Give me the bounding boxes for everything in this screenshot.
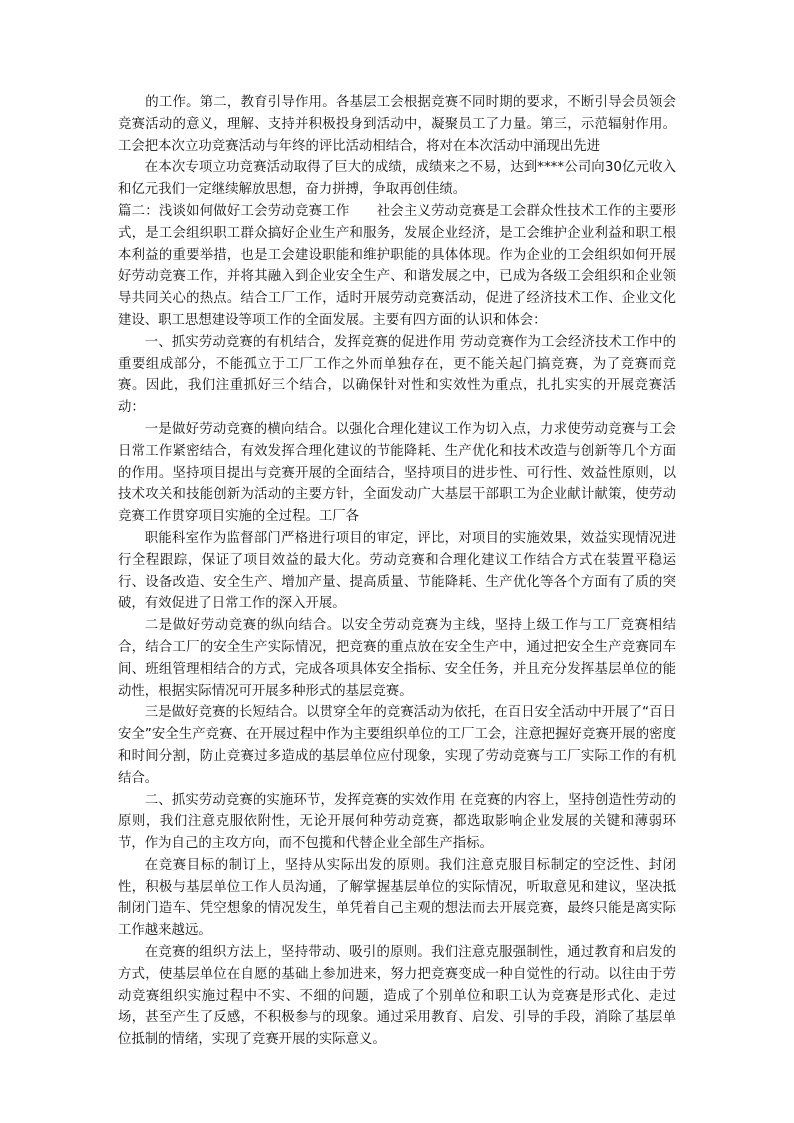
paragraph-4: 一、抓实劳动竞赛的有机结合，发挥竞赛的促进作用 劳动竞赛作为工会经济技术工作中的重要组成部分，不能孤立于工厂工作之外而单独存在，更不能关起门搞竞赛，为了竞赛而竞赛。因此，我们注重抓好三个结合，以确保针对性和实效性为重点，扎扎实实的开展竞赛活动： [118,334,676,416]
paragraph-1: 的工作。第二，教育引导作用。各基层工会根据竞赛不同时期的要求，不断引导会员领会竞赛活动的意义，理解、支持并积极投身到活动中，凝聚员工了力量。第三，示范辐射作用。工会把本次立功竞赛活动与年终的评比活动相结合，将对在本次活动中涌现出先进 [118,95,676,154]
paragraph-8: 三是做好竞赛的长短结合。以贯穿全年的竞赛活动为依托，在百日安全活动中开展了“百日安全”安全生产竞赛、在开展过程中作为主要组织单位的工厂工会，注意把握好竞赛开展的密度和时间分割，防止竞赛过多造成的基层单位应付现象，实现了劳动竞赛与工厂实际工作的有机结合。 [118,705,676,786]
document-page [118,92,676,1051]
paragraph-3-heading-essay-two: 篇二：浅谈如何做好工会劳动竞赛工作 社会主义劳动竞赛是工会群众性技术工作的主要形式，是工会组织职工群众搞好企业生产和服务，发展企业经济，是工会维护企业利益和职工根本利益的重要举措，也是工会建设职能和维护职能的具体体现。作为企业的工会组织如何开展好劳动竞赛工作，并将其融入到企业安全生产、和谐发展之中，已成为各级工会组织和企业领导共同关心的热点。结合工厂工作，适时开展劳动竞赛活动，促进了经济技术工作、企业文化建设、职工思想建设等项工作的全面发展。主要有四方面的认识和体会： [118,203,676,328]
paragraph-6: 职能科室作为监督部门严格进行项目的审定，评比，对项目的实施效果，效益实现情况进行全程跟踪，保证了项目效益的最大化。劳动竞赛和合理化建议工作结合方式在装置平稳运行、设备改造、安全生产、增加产量、提高质量、节能降耗、生产优化等各个方面有了质的突破，有效促进了日常工作的深入开展。 [118,530,676,612]
paragraph-11: 在竞赛的组织方法上，坚持带动、吸引的原则。我们注意克服强制性，通过教育和启发的方式，使基层单位在自愿的基础上参加进来，努力把竞赛变成一种自觉性的行动。以往由于劳动竞赛组织实施过程中不实、不细的问题，造成了个别单位和职工认为竞赛是形式化、走过场，甚至产生了反感，不积极参与的现象。通过采用教育、启发、引导的手段，消除了基层单位抵制的情绪，实现了竞赛开展的实际意义。 [118,945,676,1048]
paragraph-2: 在本次专项立功竞赛活动取得了巨大的成绩，成绩来之不易，达到****公司向30亿元收入和亿元我们一定继续解放思想，奋力拼搏，争取再创佳绩。 [118,160,676,198]
paragraph-7: 二是做好劳动竞赛的纵向结合。以安全劳动竞赛为主线，坚持上级工作与工厂竞赛相结合，结合工厂的安全生产实际情况，把竞赛的重点放在安全生产中，通过把安全生产竞赛同车间、班组管理相结合的方式，完成各项具体安全指标、安全任务，并且充分发挥基层单位的能动性，根据实际情况可开展多种形式的基层竞赛。 [118,618,676,699]
paragraph-9: 二、抓实劳动竞赛的实施环节，发挥竞赛的实效作用 在竞赛的内容上，坚持创造性劳动的原则，我们注意克服依附性，无论开展何种劳动竞赛，都选取影响企业发展的关键和薄弱环节，作为自己的主攻方向，而不包揽和代替企业全部生产指标。 [118,792,676,852]
paragraph-5: 一是做好劳动竞赛的横向结合。以强化合理化建议工作为切入点，力求使劳动竞赛与工会日常工作紧密结合，有效发挥合理化建议的节能降耗、生产优化和技术改造与创新等几个方面的作用。坚持项目提出与竞赛开展的全面结合，坚持项目的进步性、可行性、效益性原则，以技术攻关和技能创新为活动的主要方针，全面发动广大基层干部职工为企业献计献策，使劳动竞赛工作贯穿项目实施的全过程。工厂各 [118,421,676,525]
paragraph-10: 在竞赛目标的制订上，坚持从实际出发的原则。我们注意克服目标制定的空泛性、封闭性，积极与基层单位工作人员沟通，了解掌握基层单位的实际情况，听取意见和建议，坚决抵制闭门造车、凭空想象的情况发生，单凭着自己主观的想法而去开展竞赛，最终只能是离实际工作越来越远。 [118,857,676,939]
